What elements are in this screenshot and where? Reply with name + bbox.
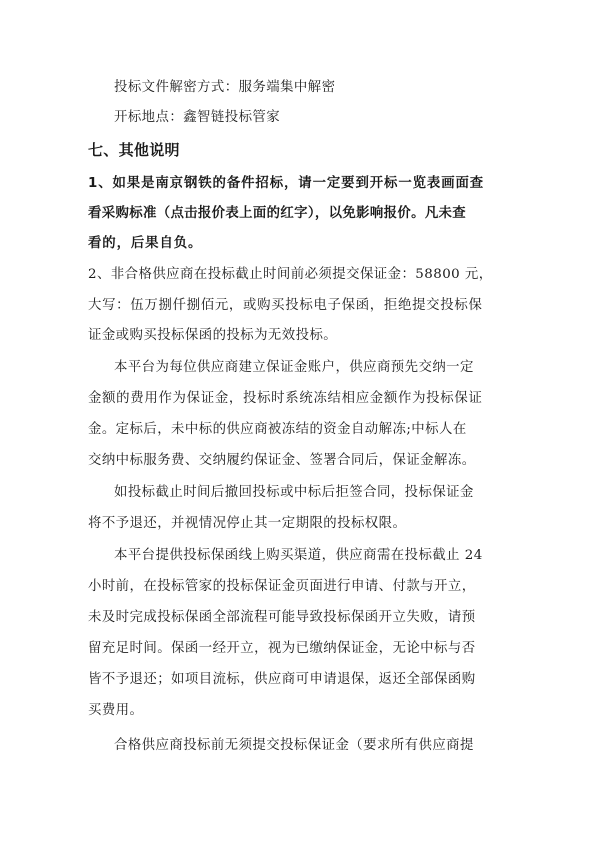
guarantee-paragraph-line-3: 未及时完成投标保函全部流程可能导致投标保函开立失败，请预 bbox=[88, 610, 476, 625]
withdrawal-paragraph-line-1: 如投标截止时间后撤回投标或中标后拒签合同，投标保证金 bbox=[114, 485, 474, 500]
section-heading-other-notes: 七、其他说明 bbox=[88, 141, 180, 159]
decrypt-method-line: 投标文件解密方式：服务端集中解密 bbox=[114, 80, 336, 95]
note-1-line-3: 看的，后果自负。 bbox=[88, 236, 203, 251]
qualified-supplier-paragraph-line-1: 合格供应商投标前无须提交投标保证金（要求所有供应商提 bbox=[114, 738, 474, 753]
withdrawal-paragraph-line-2: 将不予退还，并视情况停止其一定期限的投标权限。 bbox=[88, 516, 407, 531]
deposit-account-paragraph-line-3: 金。定标后，未中标的供应商被冻结的资金自动解冻;中标人在 bbox=[88, 422, 467, 437]
note-2-line-3: 证金或购买投标保函的投标为无效投标。 bbox=[88, 328, 338, 343]
note-1-line-2: 看采购标准（点击报价表上面的红字），以免影响报价。凡未查 bbox=[88, 206, 467, 221]
deposit-account-paragraph-line-4: 交纳中标服务费、交纳履约保证金、签署合同后，保证金解冻。 bbox=[88, 453, 476, 468]
deposit-account-paragraph-line-2: 金额的费用作为保证金，投标时系统冻结相应金额作为投标保证 bbox=[88, 391, 483, 406]
note-1-line-1: 1、如果是南京钢铁的备件招标，请一定要到开标一览表画面查 bbox=[88, 176, 485, 191]
guarantee-paragraph-line-4: 留充足时间。保函一经开立，视为已缴纳保证金，无论中标与否 bbox=[88, 641, 476, 656]
bid-opening-location-line: 开标地点：鑫智链投标管家 bbox=[114, 110, 281, 125]
guarantee-paragraph-line-1: 本平台提供投标保函线上购买渠道，供应商需在投标截止 24 bbox=[114, 548, 483, 563]
guarantee-paragraph-line-5: 皆不予退还；如项目流标，供应商可申请退保，返还全部保函购 bbox=[88, 672, 476, 687]
deposit-account-paragraph-line-1: 本平台为每位供应商建立保证金账户，供应商预先交纳一定 bbox=[114, 360, 474, 375]
note-2-line-2: 大写：伍万捌仟捌佰元，或购买投标电子保函，拒绝提交投标保 bbox=[88, 298, 483, 313]
guarantee-paragraph-line-2: 小时前，在投标管家的投标保证金页面进行申请、付款与开立， bbox=[88, 579, 476, 594]
guarantee-paragraph-line-6: 买费用。 bbox=[88, 703, 144, 718]
note-2-line-1: 2、非合格供应商在投标截止时间前必须提交保证金：58800 元， bbox=[88, 267, 493, 282]
